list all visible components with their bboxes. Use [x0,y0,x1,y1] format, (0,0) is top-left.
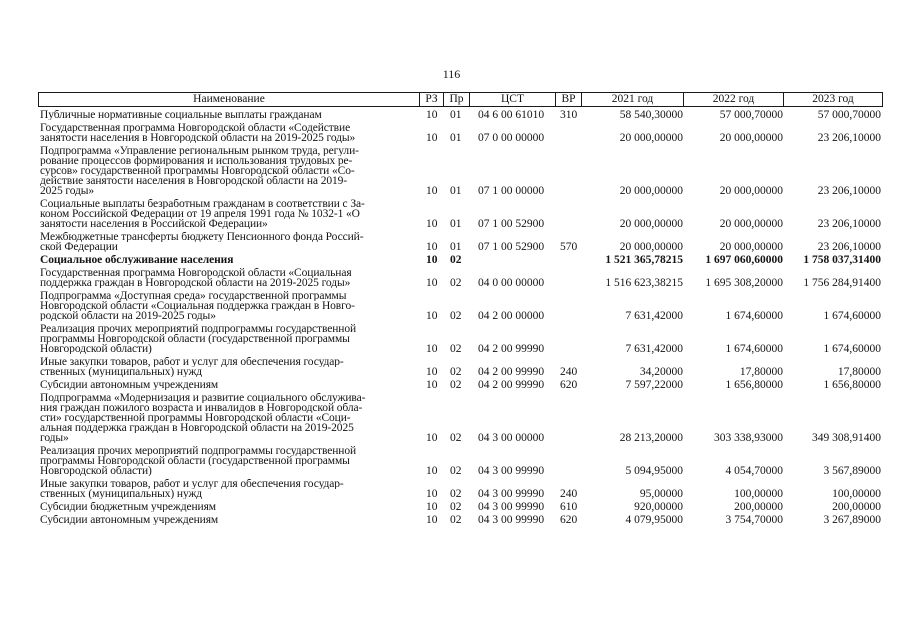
row-amount-2021: 4 079,95000 [625,514,683,526]
row-rz: 10 [426,343,438,355]
row-amount-2023: 100,00000 [832,488,881,500]
row-amount-2022: 1 697 060,60000 [705,254,783,266]
row-amount-2021: 7 631,42000 [625,310,683,322]
row-name [38,291,418,321]
table-row [38,502,883,512]
row-amount-2023: 23 206,10000 [817,132,881,144]
row-name [38,380,418,390]
row-cst: 04 3 00 99990 [478,465,545,477]
table-row [38,123,883,143]
row-name-line: сти» государственной программы Новгородской области «Соци- [40,413,351,423]
row-pr: 02 [450,379,462,391]
row-pr: 02 [450,488,462,500]
row-amount-2022: 1 674,60000 [725,343,783,355]
table-row [38,446,883,476]
row-pr: 01 [450,109,462,121]
row-name [38,357,418,377]
row-rz: 10 [426,465,438,477]
row-vr: 240 [560,366,578,378]
row-rz: 10 [426,185,438,197]
table-row [38,232,883,252]
row-rz: 10 [426,254,438,266]
row-cst: 07 1 00 52900 [478,218,545,230]
row-cst: 07 1 00 00000 [478,185,545,197]
table-row [38,357,883,377]
row-amount-2023: 23 206,10000 [817,241,881,253]
row-rz: 10 [426,514,438,526]
row-pr: 02 [450,366,462,378]
row-amount-2023: 17,80000 [837,366,881,378]
table-row [38,199,883,229]
table-row [38,515,883,525]
row-name-line: рование процессов формирования и использования трудовых ре- [40,156,353,166]
table-row [38,268,883,288]
row-pr: 02 [450,501,462,513]
row-amount-2023: 1 758 037,31400 [803,254,881,266]
row-name-line: Новгородской области «Социальная поддержка граждан в Новго- [40,301,355,311]
row-name-line: ской Федерации [40,242,118,252]
row-name-line: альная поддержка граждан в Новгородской области на 2019-2025 [40,423,354,433]
row-pr: 02 [450,432,462,444]
row-name [38,110,418,120]
row-amount-2023: 1 656,80000 [823,379,881,391]
row-cst: 04 3 00 99990 [478,514,545,526]
row-name [38,446,418,476]
row-name-line: Реализация прочих мероприятий подпрограммы государственной [40,324,357,334]
table-row [38,146,883,196]
table-row [38,110,883,120]
row-pr: 02 [450,514,462,526]
row-amount-2023: 349 308,91400 [812,432,881,444]
row-cst: 04 6 00 61010 [478,109,545,121]
row-name-line: действие занятости населения в Новгородской области на 2019- [40,176,348,186]
row-vr: 240 [560,488,578,500]
row-name-line: Иные закупки товаров, работ и услуг для обеспечения государ- [40,357,344,367]
row-vr: 620 [560,379,578,391]
row-name-line: Новгородской области) [40,466,152,476]
row-rz: 10 [426,310,438,322]
row-name-line: занятости населения в Новгородской области на 2019-2025 годы» [40,133,356,143]
row-name-line: Подпрограмма «Модернизация и развитие социального обслужива- [40,393,366,403]
row-pr: 02 [450,343,462,355]
row-name [38,502,418,512]
row-rz: 10 [426,109,438,121]
row-amount-2023: 1 674,60000 [823,343,881,355]
row-name-line: Субсидии автономным учреждениям [40,515,219,525]
row-amount-2021: 5 094,95000 [625,465,683,477]
row-amount-2023: 1 674,60000 [823,310,881,322]
row-name-line: ния граждан пожилого возраста и инвалидов в Новгородской обла- [40,403,363,413]
row-amount-2023: 3 567,89000 [823,465,881,477]
row-name-line: Подпрограмма «Управление региональным рынком труда, регули- [40,146,359,156]
row-pr: 01 [450,185,462,197]
row-amount-2023: 200,00000 [832,501,881,513]
row-cst: 04 3 00 99990 [478,488,545,500]
row-amount-2022: 1 695 308,20000 [705,277,783,289]
row-amount-2021: 34,20000 [639,366,683,378]
row-rz: 10 [426,488,438,500]
row-cst: 04 2 00 99990 [478,379,545,391]
row-amount-2021: 28 213,20000 [619,432,683,444]
row-cst: 07 1 00 52900 [478,241,545,253]
row-amount-2022: 20 000,00000 [719,241,783,253]
row-name [38,479,418,499]
row-pr: 01 [450,132,462,144]
row-cst: 07 0 00 00000 [478,132,545,144]
col-header-pr: Пр [444,93,470,106]
row-amount-2022: 17,80000 [739,366,783,378]
row-rz: 10 [426,501,438,513]
row-amount-2022: 1 656,80000 [725,379,783,391]
table-body [38,110,883,525]
row-rz: 10 [426,277,438,289]
row-name [38,123,418,143]
table-row [38,255,883,265]
row-name-line: Межбюджетные трансферты бюджету Пенсионного фонда Россий- [40,232,364,242]
row-amount-2023: 23 206,10000 [817,185,881,197]
row-name-line: Публичные нормативные социальные выплаты гражданам [40,110,322,120]
row-name-line: сурсов» государственной программы Новгородской области «Со- [40,166,355,176]
row-rz: 10 [426,432,438,444]
row-cst: 04 2 00 99990 [478,343,545,355]
col-header-name: Наименование [39,93,420,106]
row-name-line: Социальное обслуживание населения [40,255,234,265]
row-amount-2023: 23 206,10000 [817,218,881,230]
row-name-line: программы Новгородской области (государственной программы [40,334,350,344]
row-name-line: программы Новгородской области (государственной программы [40,456,350,466]
row-amount-2021: 95,00000 [639,488,683,500]
col-header-vr: ВР [556,93,582,106]
row-amount-2023: 3 267,89000 [823,514,881,526]
row-pr: 02 [450,277,462,289]
row-name-line: Субсидии бюджетным учреждениям [40,502,216,512]
row-name [38,146,418,196]
row-name-line: ственных (муниципальных) нужд [40,367,203,377]
row-amount-2021: 20 000,00000 [619,185,683,197]
row-amount-2022: 4 054,70000 [725,465,783,477]
row-name-line: Государственная программа Новгородской области «Социальная [40,268,352,278]
row-amount-2021: 58 540,30000 [619,109,683,121]
page-number: 116 [442,67,461,81]
row-cst: 04 2 00 00000 [478,310,545,322]
budget-table [38,92,883,525]
row-vr: 310 [560,109,578,121]
row-name-line: 2025 годы» [40,186,95,196]
row-name-line: поддержка граждан в Новгородской области на 2019-2025 годы» [40,278,351,288]
row-amount-2021: 20 000,00000 [619,241,683,253]
row-amount-2022: 20 000,00000 [719,132,783,144]
table-row [38,393,883,443]
row-amount-2021: 1 516 623,38215 [605,277,683,289]
row-amount-2021: 20 000,00000 [619,132,683,144]
row-amount-2022: 100,00000 [734,488,783,500]
row-amount-2021: 1 521 365,78215 [605,254,683,266]
row-amount-2022: 1 674,60000 [725,310,783,322]
row-amount-2022: 57 000,70000 [719,109,783,121]
col-header-rz: РЗ [420,93,444,106]
row-name [38,515,418,525]
row-name-line: Реализация прочих мероприятий подпрограммы государственной [40,446,357,456]
row-amount-2023: 1 756 284,91400 [803,277,881,289]
row-rz: 10 [426,132,438,144]
row-vr: 620 [560,514,578,526]
row-amount-2021: 20 000,00000 [619,218,683,230]
row-amount-2021: 7 597,22000 [625,379,683,391]
row-amount-2021: 920,00000 [634,501,683,513]
col-header-2021: 2021 год [582,93,684,106]
table-row [38,324,883,354]
row-name-line: родской области на 2019-2025 годы» [40,311,216,321]
row-name-line: Государственная программа Новгородской области «Содействие [40,123,351,133]
row-cst: 04 2 00 99990 [478,366,545,378]
row-name-line: годы» [40,433,69,443]
row-rz: 10 [426,218,438,230]
row-name [38,268,418,288]
row-vr: 570 [560,241,578,253]
row-cst: 04 0 00 00000 [478,277,545,289]
col-header-cst: ЦСТ [470,93,556,106]
row-name-line: занятости населения в Российской Федерации» [40,219,268,229]
row-name-line: Субсидии автономным учреждениям [40,380,219,390]
table-header [38,92,883,107]
row-rz: 10 [426,366,438,378]
row-pr: 01 [450,218,462,230]
row-name-line: коном Российской Федерации от 19 апреля 1991 года № 1032-1 «О [40,209,360,219]
row-name [38,255,418,265]
row-amount-2022: 20 000,00000 [719,185,783,197]
row-pr: 02 [450,254,462,266]
col-header-2022: 2022 год [684,93,784,106]
row-name [38,324,418,354]
table-row [38,380,883,390]
row-pr: 02 [450,465,462,477]
col-header-2023: 2023 год [812,93,854,105]
row-name-line: Социальные выплаты безработным гражданам в соответствии с За- [40,199,365,209]
row-name-line: Новгородской области) [40,344,152,354]
row-name-line: Иные закупки товаров, работ и услуг для обеспечения государ- [40,479,344,489]
row-rz: 10 [426,379,438,391]
row-amount-2022: 200,00000 [734,501,783,513]
row-amount-2021: 7 631,42000 [625,343,683,355]
row-amount-2022: 303 338,93000 [714,432,783,444]
row-name-line: Подпрограмма «Доступная среда» государственной программы [40,291,347,301]
row-name [38,393,418,443]
row-name-line: ственных (муниципальных) нужд [40,489,203,499]
row-pr: 01 [450,241,462,253]
row-vr: 610 [560,501,578,513]
row-rz: 10 [426,241,438,253]
row-cst: 04 3 00 99990 [478,501,545,513]
row-amount-2022: 3 754,70000 [725,514,783,526]
row-cst: 04 3 00 00000 [478,432,545,444]
row-name [38,199,418,229]
table-row [38,291,883,321]
row-amount-2023: 57 000,70000 [817,109,881,121]
row-name [38,232,418,252]
table-row [38,479,883,499]
row-amount-2022: 20 000,00000 [719,218,783,230]
row-pr: 02 [450,310,462,322]
